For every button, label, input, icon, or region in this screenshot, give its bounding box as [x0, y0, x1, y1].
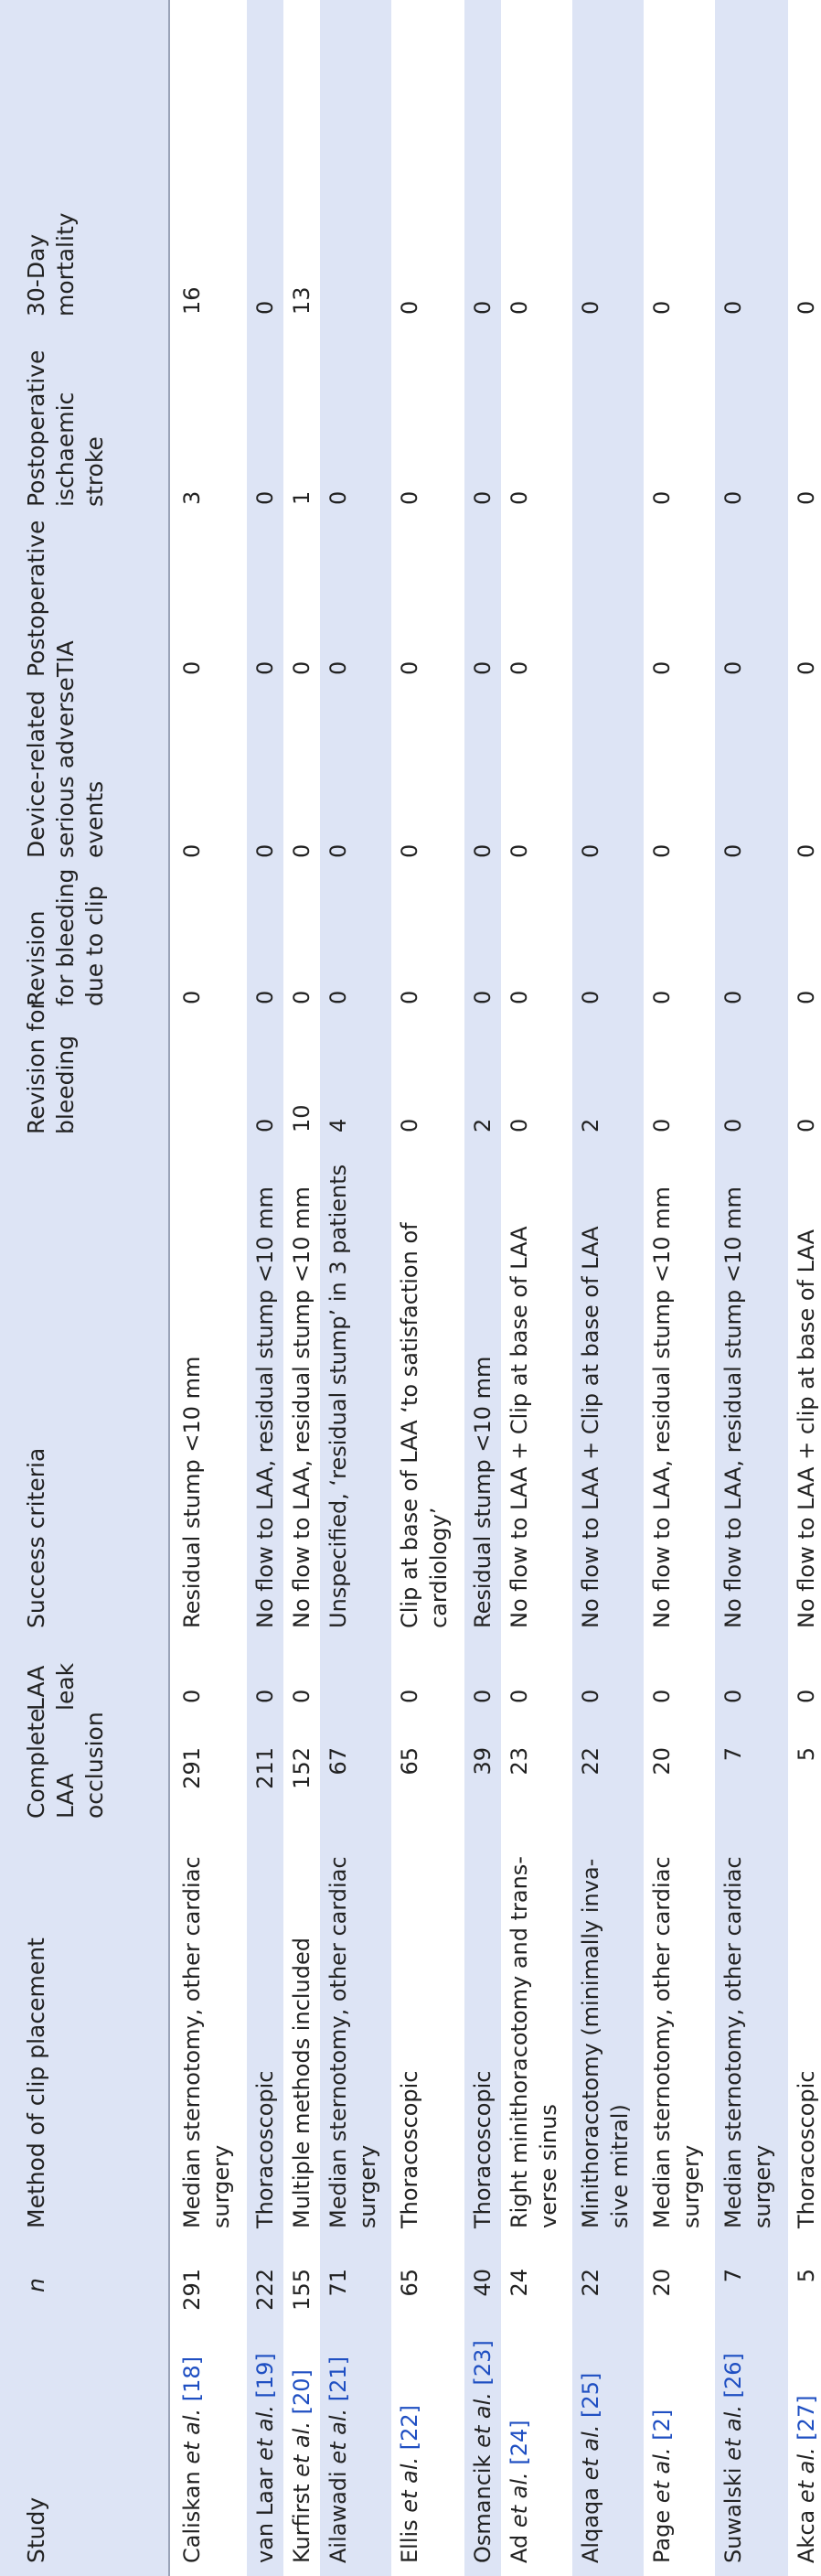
table-cell-success: No flow to LAA, residual stump <10 mm: [720, 1186, 746, 1628]
table-cell-rev_clip: 0: [325, 990, 351, 1004]
table-cell-n: 222: [252, 2269, 278, 2311]
table-cell-success: No flow to LAA, residual stump <10 mm: [252, 1186, 278, 1628]
reference-link[interactable]: [27]: [794, 2395, 819, 2441]
reference-link[interactable]: [18]: [179, 2356, 205, 2402]
table-cell-rev_bleed: 0: [397, 1118, 422, 1132]
table-cell-tia: 0: [179, 660, 205, 675]
table-row-study: [505, 2420, 534, 2563]
author: Caliskan: [179, 2471, 205, 2563]
table-cell-mort: 0: [794, 300, 819, 315]
reference-link[interactable]: [2]: [649, 2409, 675, 2441]
table-cell-success: No flow to LAA, residual stump <10 mm: [289, 1186, 315, 1628]
table-cell-mort: 0: [397, 300, 422, 315]
table-cell-n: 20: [649, 2269, 675, 2297]
reference-link[interactable]: [24]: [506, 2420, 532, 2465]
table-cell-success: No flow to LAA, residual stump <10 mm: [649, 1186, 675, 1628]
reference-link[interactable]: [26]: [720, 2353, 746, 2399]
table-cell-mort: 0: [720, 300, 746, 315]
header-device-events: Device-related serious adverse events: [23, 677, 108, 858]
reference-link[interactable]: [20]: [289, 2369, 315, 2415]
author: Ellis: [397, 2519, 422, 2563]
table-cell-complete: 65: [397, 1747, 422, 1776]
table-cell-mort: 0: [252, 300, 278, 315]
table-cell-method: Multiple methods included: [289, 1937, 315, 2228]
table-row-study: [792, 2395, 821, 2563]
table-cell-stroke: 0: [649, 490, 675, 505]
table-row-study: [719, 2353, 748, 2563]
header-mortality: 30-Day mortality: [23, 212, 79, 317]
et-al: et al.: [289, 2421, 315, 2477]
author: van Laar: [252, 2467, 278, 2563]
table-cell-complete: 22: [578, 1747, 603, 1776]
table-row-study: [177, 2356, 207, 2563]
et-al: et al.: [720, 2405, 746, 2461]
table-cell-complete: 152: [289, 1747, 315, 1789]
table-cell-leak: 0: [506, 1689, 532, 1703]
table-cell-rev_clip: 0: [397, 990, 422, 1004]
reference-link[interactable]: [22]: [397, 2404, 422, 2451]
table-cell-mort: 0: [506, 300, 532, 315]
header-postop-stroke: Postoperative ischaemic stroke: [23, 349, 108, 507]
table-cell-tia: 0: [506, 660, 532, 675]
table-cell-leak: 0: [794, 1689, 819, 1703]
table-cell-rev_bleed: 0: [649, 1118, 675, 1132]
header-revision-clip: Revision for bleeding due to clip: [23, 868, 108, 1006]
table-cell-rev_bleed: 4: [325, 1118, 351, 1132]
table-cell-method: Right minithoracotomy and trans- verse sinus: [506, 1856, 561, 2228]
table-cell-success: No flow to LAA + Clip at base of LAA: [506, 1226, 532, 1628]
table-cell-complete: 20: [649, 1747, 675, 1776]
table-cell-success: Residual stump <10 mm: [470, 1356, 496, 1628]
table-cell-rev_bleed: 2: [470, 1118, 496, 1132]
table-row-study: [468, 2340, 497, 2563]
table-cell-success: No flow to LAA + clip at base of LAA: [794, 1229, 819, 1628]
table-cell-rev_clip: 0: [506, 990, 532, 1004]
table-row-study: [576, 2373, 605, 2563]
table-cell-rev_bleed: 10: [289, 1104, 315, 1132]
table-row-study: [395, 2405, 424, 2563]
header-method: Method of clip placement: [23, 1937, 49, 2228]
table-cell-complete: 7: [720, 1747, 746, 1762]
table-cell-device: 0: [289, 843, 315, 858]
table-cell-method: Median sternotomy, other cardiac surgery: [179, 1856, 234, 2228]
table-cell-tia: 0: [470, 660, 496, 675]
table-cell-leak: 0: [578, 1689, 603, 1703]
table-cell-device: 0: [649, 843, 675, 858]
header-revision-bleeding: Revision for bleeding: [23, 1000, 79, 1134]
table-cell-success: No flow to LAA + Clip at base of LAA: [578, 1226, 603, 1628]
table-cell-n: 24: [506, 2269, 532, 2297]
table-cell-rev_bleed: 0: [794, 1118, 819, 1132]
et-al: et al.: [794, 2447, 819, 2504]
table-cell-rev_clip: 0: [179, 990, 205, 1004]
table-cell-device: 0: [325, 843, 351, 858]
et-al: et al.: [506, 2472, 532, 2528]
table-cell-rev_bleed: 0: [506, 1118, 532, 1132]
et-al: et al.: [649, 2447, 675, 2504]
table-cell-method: Thoracoscopic: [252, 2070, 278, 2228]
table-cell-stroke: 0: [252, 490, 278, 505]
table-cell-tia: 0: [794, 660, 819, 675]
table-cell-n: 291: [179, 2269, 205, 2311]
table-cell-leak: 0: [397, 1689, 422, 1703]
table-cell-rev_bleed: 2: [578, 1118, 603, 1132]
table-cell-device: 0: [252, 843, 278, 858]
table-cell-rev_clip: 0: [794, 990, 819, 1004]
table-cell-mort: 0: [649, 300, 675, 315]
table-cell-method: Median sternotomy, other cardiac surgery: [649, 1856, 704, 2228]
et-al: et al.: [252, 2405, 278, 2461]
author: Akca: [794, 2509, 819, 2563]
table-cell-n: 71: [325, 2269, 351, 2297]
table-cell-method: Median sternotomy, other cardiac surgery: [720, 1856, 775, 2228]
table-cell-complete: 67: [325, 1747, 351, 1776]
table-cell-device: 0: [578, 843, 603, 858]
table-row-study: [287, 2369, 316, 2563]
header-laa-leak: LAA leak: [23, 1662, 79, 1711]
et-al: et al.: [397, 2456, 422, 2513]
table-cell-n: 40: [470, 2269, 496, 2297]
table-cell-method: Median sternotomy, other cardiac surgery: [325, 1856, 380, 2228]
author: Alqaqa: [578, 2487, 603, 2563]
table-cell-mort: 0: [470, 300, 496, 315]
table-cell-success: Unspecified, ‘residual stump’ in 3 patients: [325, 1164, 351, 1628]
table-cell-method: Thoracoscopic: [794, 2070, 819, 2228]
et-al: et al.: [179, 2408, 205, 2464]
table-cell-n: 155: [289, 2269, 315, 2311]
table-cell-rev_clip: 0: [252, 990, 278, 1004]
table-cell-tia: 0: [289, 660, 315, 675]
table-cell-method: Thoracoscopic: [470, 2070, 496, 2228]
table-cell-stroke: 0: [794, 490, 819, 505]
table-cell-tia: 0: [325, 660, 351, 675]
table-cell-n: 5: [794, 2269, 819, 2283]
author: Kurfirst: [289, 2484, 315, 2563]
et-al: et al.: [578, 2424, 603, 2481]
table-cell-device: 0: [506, 843, 532, 858]
table-cell-stroke: 3: [179, 490, 205, 505]
table-cell-rev_clip: 0: [578, 990, 603, 1004]
table-cell-rev_bleed: 0: [720, 1118, 746, 1132]
table-cell-stroke: 0: [506, 490, 532, 505]
author: Osmancik: [470, 2454, 496, 2563]
table-cell-n: 7: [720, 2269, 746, 2283]
table-cell-device: 0: [397, 843, 422, 858]
table-cell-mort: 13: [289, 286, 315, 315]
table-cell-tia: 0: [252, 660, 278, 675]
table-cell-stroke: 0: [720, 490, 746, 505]
table-cell-device: 0: [179, 843, 205, 858]
table-cell-stroke: 0: [397, 490, 422, 505]
table-cell-rev_clip: 0: [470, 990, 496, 1004]
table-cell-leak: 0: [289, 1689, 315, 1703]
table-cell-rev_clip: 0: [649, 990, 675, 1004]
table-cell-tia: 0: [649, 660, 675, 675]
table-cell-leak: 0: [720, 1689, 746, 1703]
table-cell-device: 0: [720, 843, 746, 858]
reference-link[interactable]: [25]: [578, 2372, 603, 2418]
reference-link[interactable]: [19]: [252, 2353, 278, 2399]
header-complete-occlusion: Complete LAA occlusion: [23, 1708, 108, 1819]
header-postop-tia: Postoperative TIA: [23, 520, 79, 677]
table-cell-method: Minithoracotomy (minimally inva- sive mitral): [578, 1858, 633, 2228]
table-cell-leak: 0: [252, 1689, 278, 1703]
table-cell-mort: 0: [578, 300, 603, 315]
table-cell-stroke: 0: [470, 490, 496, 505]
table-cell-tia: 0: [720, 660, 746, 675]
table-cell-device: 0: [470, 843, 496, 858]
author: Page: [649, 2509, 675, 2563]
table-row-study: [324, 2356, 353, 2563]
table-cell-complete: 5: [794, 1747, 819, 1762]
table-cell-complete: 211: [252, 1747, 278, 1789]
table-cell-leak: 0: [179, 1689, 205, 1703]
table-cell-complete: 291: [179, 1747, 205, 1789]
author: Suwalski: [720, 2467, 746, 2563]
table-cell-leak: 0: [470, 1689, 496, 1703]
table-cell-n: 22: [578, 2269, 603, 2297]
table-cell-mort: 16: [179, 286, 205, 315]
table-cell-leak: 0: [649, 1689, 675, 1703]
table-cell-n: 65: [397, 2269, 422, 2297]
header-success-criteria: Success criteria: [23, 1447, 49, 1628]
table-cell-success: Residual stump <10 mm: [179, 1356, 205, 1628]
table-cell-device: 0: [794, 843, 819, 858]
table-cell-method: Thoracoscopic: [397, 2070, 422, 2228]
table-cell-complete: 39: [470, 1747, 496, 1776]
table-row-study: [251, 2353, 280, 2563]
table-row-study: [647, 2410, 677, 2563]
header-study: Study: [23, 2496, 49, 2563]
author: Ad: [506, 2534, 532, 2563]
reference-link[interactable]: [21]: [325, 2356, 351, 2402]
et-al: et al.: [470, 2392, 496, 2448]
table-cell-stroke: 1: [289, 490, 315, 505]
header-rule: [168, 0, 170, 2576]
author: Ailawadi: [325, 2471, 351, 2563]
table-cell-rev_clip: 0: [289, 990, 315, 1004]
table-cell-tia: 0: [397, 660, 422, 675]
table-cell-stroke: 0: [325, 490, 351, 505]
header-n: n: [23, 2278, 49, 2292]
table-cell-success: Clip at base of LAA ‘to satisfaction of cardiology’: [397, 1222, 452, 1628]
et-al: et al.: [325, 2408, 351, 2464]
table-cell-rev_clip: 0: [720, 990, 746, 1004]
table-cell-rev_bleed: 0: [252, 1118, 278, 1132]
reference-link[interactable]: [23]: [470, 2340, 496, 2386]
table-cell-complete: 23: [506, 1747, 532, 1776]
